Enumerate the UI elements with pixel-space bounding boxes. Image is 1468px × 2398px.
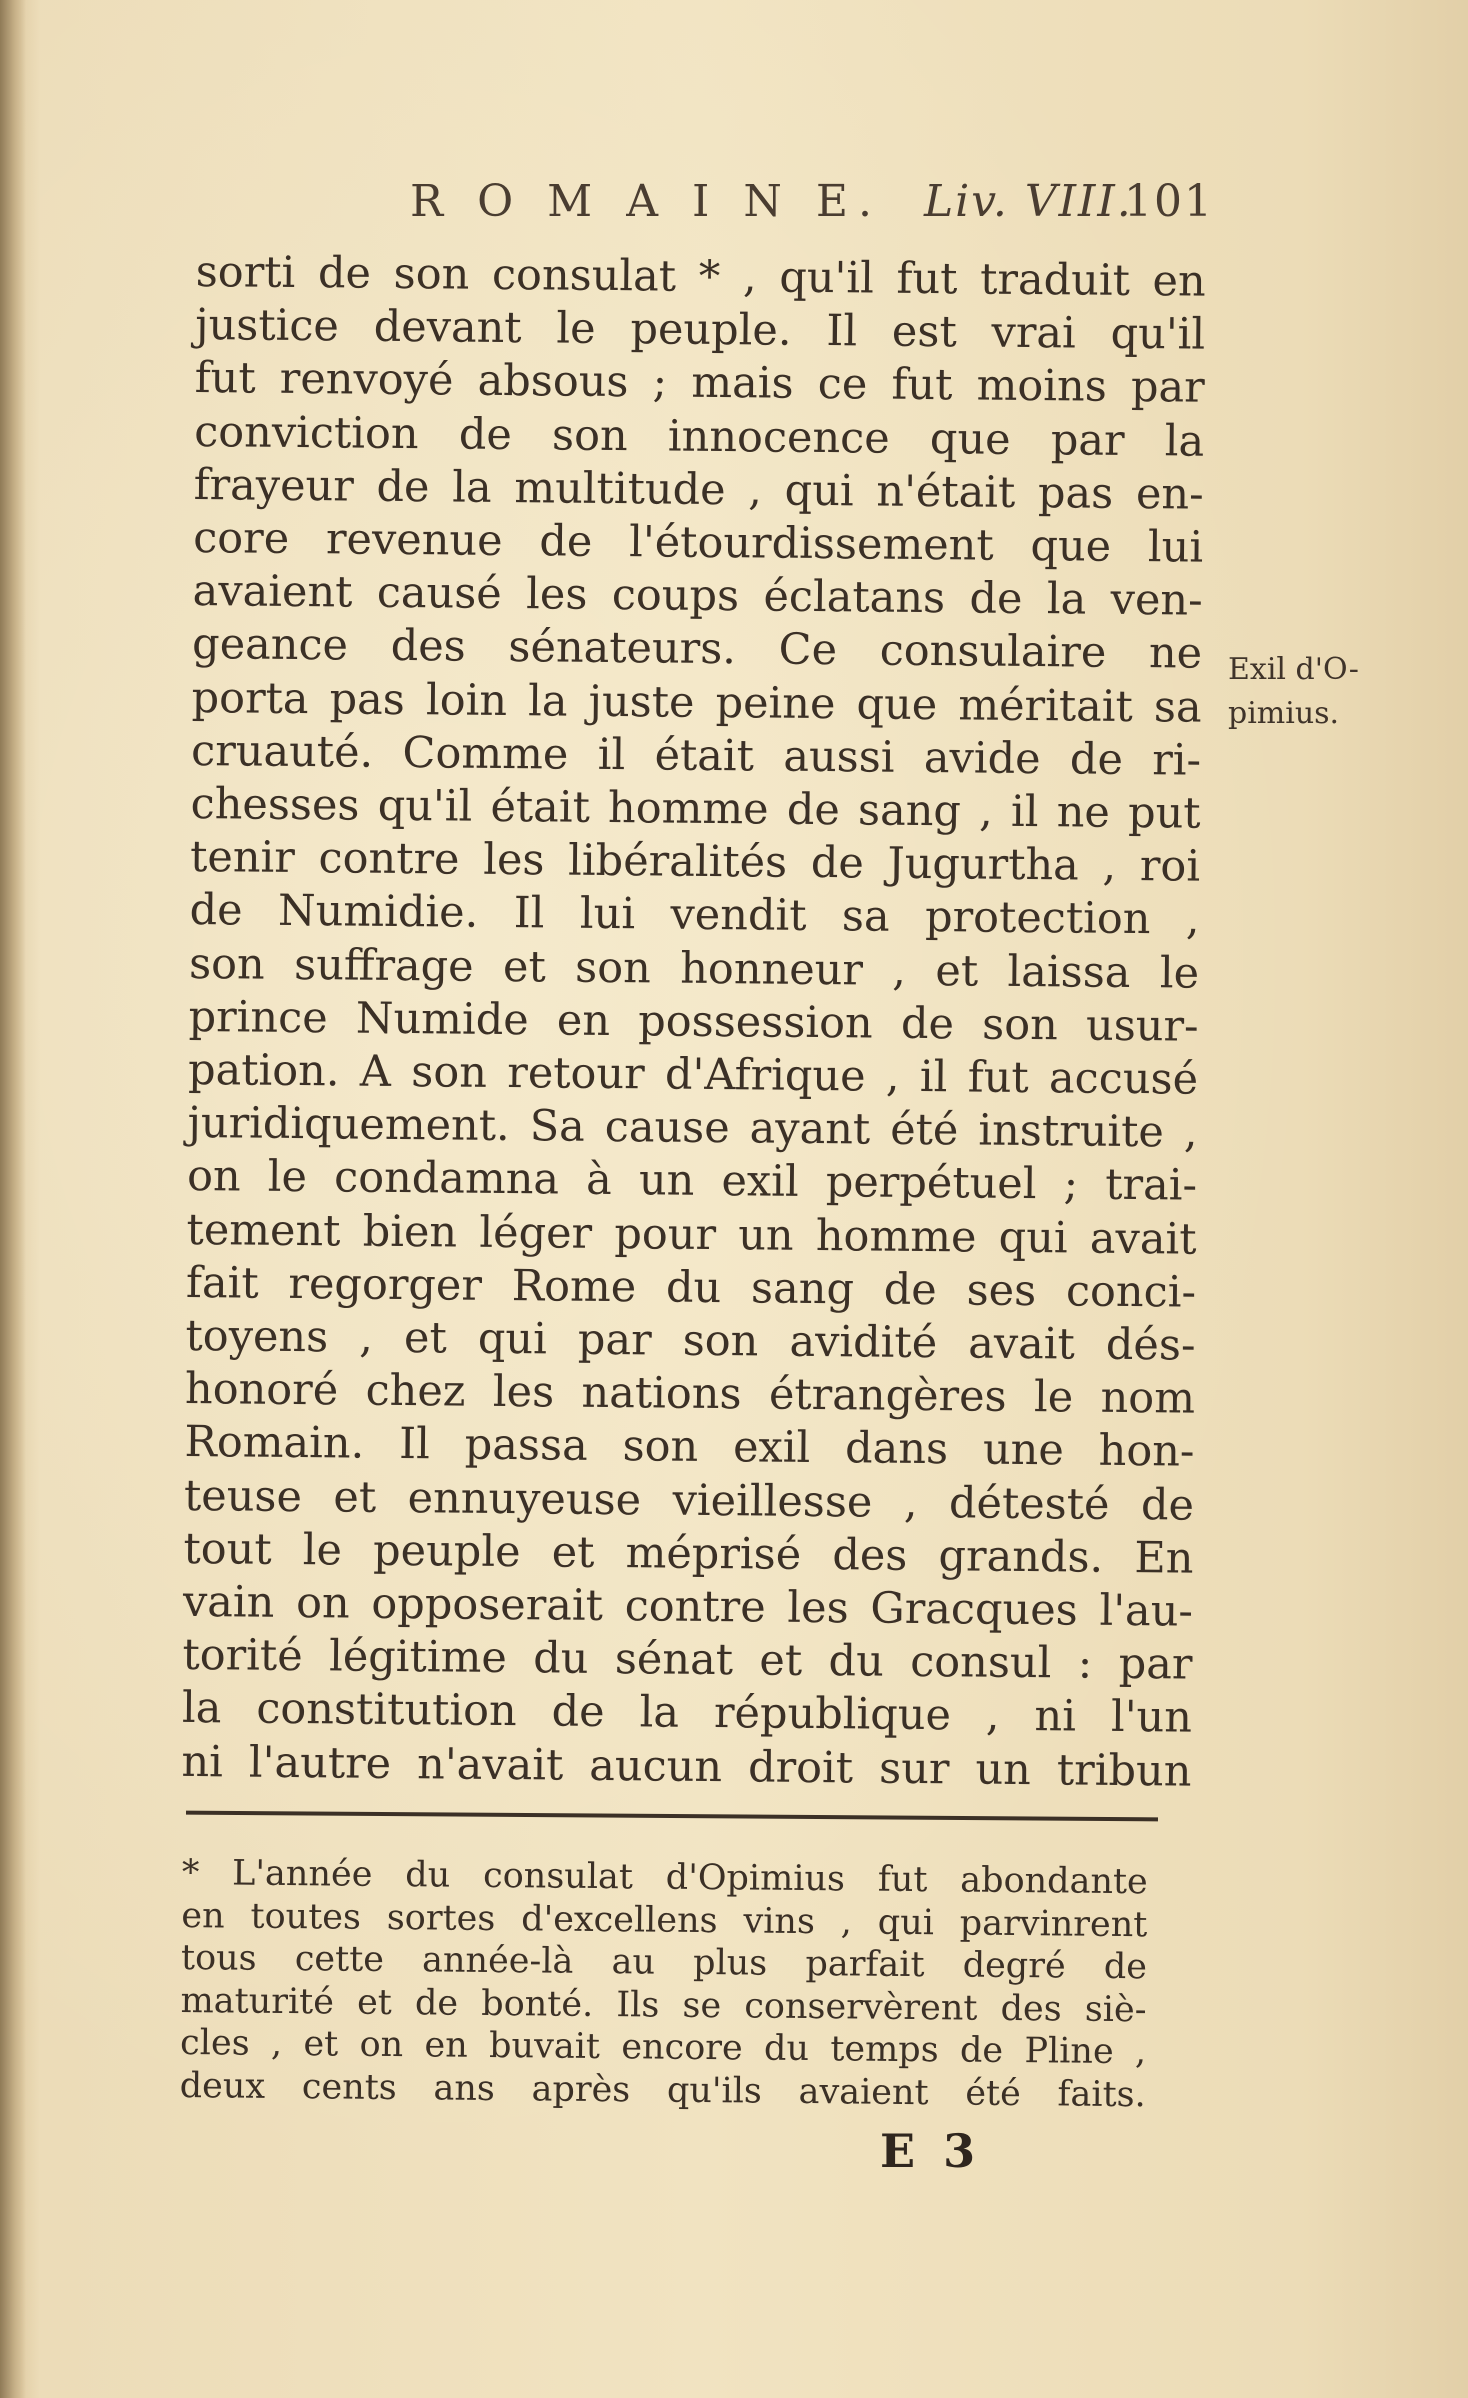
body-line: teuse et ennuyeuse vieillesse , détesté de [183, 1470, 1195, 1531]
page-number: 101 [1124, 176, 1214, 227]
body-line: chesses qu'il était homme de sang , il ne put [190, 779, 1201, 839]
body-line: avaient causé les coups éclatans de la ven- [192, 566, 1203, 626]
body-line: prince Numide en possession de son usur- [188, 991, 1199, 1052]
margin-note-line: pimius. [1228, 696, 1340, 731]
body-line: fait regorger Rome du sang de ses conci- [185, 1257, 1197, 1318]
body-text [181, 246, 1206, 1799]
running-head [410, 176, 1214, 227]
body-line: tement bien léger pour un homme qui avait [186, 1204, 1197, 1265]
running-head-title: R O M A I N E. [410, 176, 882, 227]
body-line: on le condamna à un exil perpétuel ; trai- [186, 1151, 1198, 1212]
body-line: tout le peuple et méprisé des grands. En [183, 1523, 1194, 1584]
body-line: honoré chez les nations étrangères le nom [184, 1364, 1196, 1424]
body-line: de Numidie. Il lui vendit sa protection , [189, 885, 1200, 946]
body-line: porta pas loin la juste peine que méritait sa [191, 672, 1202, 733]
body-line: la constitution de la république , ni l'un [181, 1683, 1193, 1744]
body-line: core revenue de l'étourdissement que lui [192, 513, 1204, 573]
footnote-line: tous cette année-là au plus parfait degré de [180, 1937, 1148, 1988]
body-line: ni l'autre n'avait aucun droit sur un tribun [181, 1736, 1192, 1797]
body-line: geance des sénateurs. Ce consulaire ne [191, 619, 1203, 680]
footnote-line: * L'année du consulat d'Opimius fut abondante [181, 1853, 1148, 1903]
footnote-line: cles , et on en buvait encore du temps de Pline , [179, 2022, 1147, 2073]
body-line: fut renvoyé absous ; mais ce fut moins par [194, 353, 1205, 414]
body-line: sorti de son consulat * , qu'il fut traduit en [195, 246, 1206, 307]
footnote [180, 1852, 1148, 2116]
running-head-book: Liv. VIII. [923, 176, 1133, 227]
signature-mark: E 3 [880, 2124, 982, 2178]
margin-note [1228, 648, 1458, 736]
footnote-line: deux cents ans après qu'ils avaient été faits. [179, 2065, 1146, 2115]
footnote-line: maturité et de bonté. Ils se conservèrent des siè- [180, 1980, 1147, 2030]
footnote-line: en toutes sortes d'excellens vins , qui parvinrent [181, 1895, 1148, 1945]
body-line: frayeur de la multitude , qui n'était pas en- [193, 459, 1204, 520]
body-line: cruauté. Comme il était aussi avide de ri- [190, 725, 1202, 786]
body-line: toyens , et qui par son avidité avait dés- [185, 1311, 1196, 1371]
body-line: juridiquement. Sa cause ayant été instruite , [187, 1098, 1198, 1158]
margin-note-line: Exil d'O- [1228, 652, 1359, 687]
body-line: pation. A son retour d'Afrique , il fut accusé [187, 1045, 1199, 1105]
body-line: torité légitime du sénat et du consul : par [182, 1630, 1193, 1690]
body-line: Romain. Il passa son exil dans une hon- [184, 1417, 1195, 1478]
body-line: justice devant le peuple. Il est vrai qu'il [194, 300, 1206, 360]
body-line: son suffrage et son honneur , et laissa le [188, 938, 1200, 999]
page-gutter [0, 0, 26, 2398]
body-line: vain on opposerait contre les Gracques l'au- [182, 1577, 1194, 1637]
body-line: tenir contre les libéralités de Jugurtha , roi [189, 832, 1201, 892]
body-line: conviction de son innocence que par la [193, 406, 1205, 467]
footnote-rule [186, 1811, 1158, 1822]
